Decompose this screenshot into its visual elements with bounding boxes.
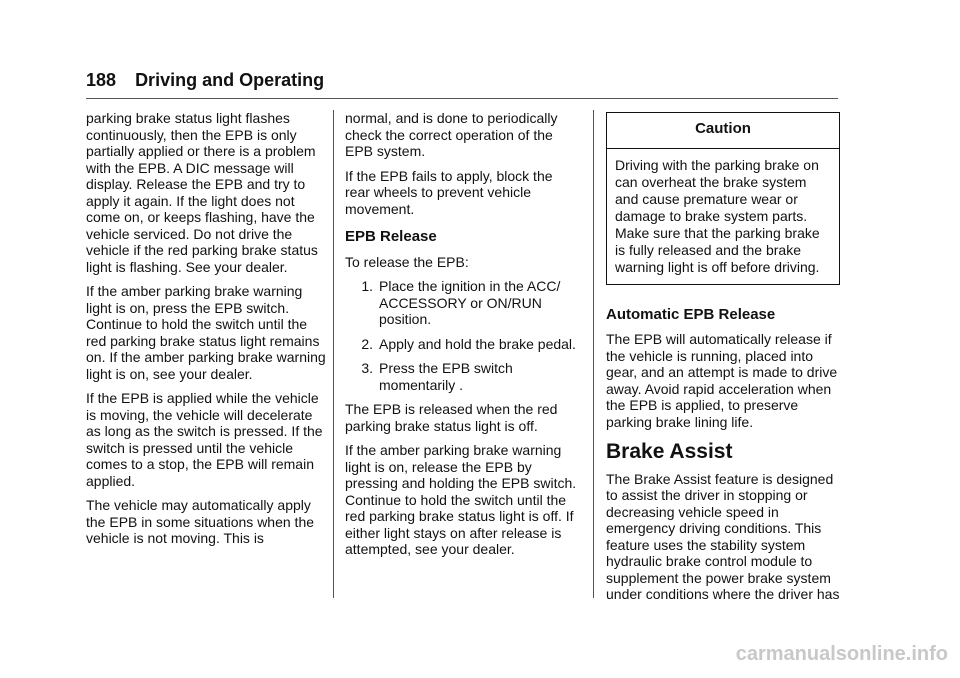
list-item: [345, 336, 577, 353]
column-divider: [333, 110, 334, 598]
page-header: [86, 70, 324, 91]
caution-title: Caution: [607, 113, 839, 149]
automatic-epb-release-heading: Automatic EPB Release: [606, 305, 776, 323]
column-divider: [593, 110, 594, 598]
paragraph: To release the EPB:: [345, 253, 469, 270]
step-text: Place the ignition in the ACC/ ACCESSORY or ON/RUN position.: [379, 278, 561, 327]
paragraph: normal, and is done to periodically check the correct operation of the EPB system.: [345, 110, 558, 159]
column-3: [606, 110, 840, 611]
paragraph: The EPB is released when the red parking brake status light is off.: [345, 401, 558, 434]
list-item: [345, 360, 577, 393]
paragraph: If the amber parking brake warning light is on, release the EPB by pressing and holding the EPB switch. Continue to hold the switch until the red parking brake status light is off. If either light stays on after release is attempted, see your dealer.: [345, 442, 577, 557]
paragraph: If the amber parking brake warning light is on, press the EPB switch. Continue to hold the switch until the red parking brake status light remains on. If the amber parking brake warning light is on, see your dealer.: [86, 283, 326, 382]
step-text: Apply and hold the brake pedal.: [379, 335, 576, 352]
section-title: Driving and Operating: [135, 70, 325, 90]
header-rule: [86, 98, 838, 99]
step-number: 1.: [361, 278, 373, 294]
paragraph: The vehicle may automatically apply the EPB in some situations when the vehicle is not moving. This is: [86, 497, 315, 546]
caution-text: Driving with the parking brake on can overheat the brake system and cause premature wear or damage to brake system parts. Make sure that the parking brake is fully released and the brake warning light is off before driving.: [615, 156, 820, 275]
step-number: 3.: [361, 360, 373, 376]
column-1: [86, 110, 326, 555]
list-item: [345, 278, 577, 328]
brake-assist-heading: Brake Assist: [606, 440, 733, 463]
watermark: carmanualsonline.info: [735, 643, 948, 665]
column-2: [345, 110, 577, 566]
paragraph: parking brake status light flashes continuously, then the EPB is only partially applied or there is a problem with the EPB. A DIC message will display. Release the EPB and try to apply it again. If the light does not come on, or keeps flashing, have the vehicle serviced. Do not drive the vehicle if the red parking brake status light is flashing. See your dealer.: [86, 110, 318, 275]
step-text: Press the EPB switch momentarily .: [379, 360, 513, 393]
release-steps: [345, 278, 577, 393]
caution-box: [606, 112, 840, 285]
paragraph: If the EPB fails to apply, block the rear wheels to prevent vehicle movement.: [345, 167, 553, 217]
paragraph: If the EPB is applied while the vehicle is moving, the vehicle will decelerate as long as the switch is pressed. If the switch is pressed until the vehicle comes to a stop, the EPB will remain applied.: [86, 390, 323, 489]
step-number: 2.: [361, 335, 373, 352]
epb-release-heading: EPB Release: [345, 228, 437, 245]
page-number: 188: [86, 70, 117, 90]
paragraph: The Brake Assist feature is designed to assist the driver in stopping or decreasing vehicle speed in emergency driving conditions. This feature uses the stability system hydraulic brake control module to supplement the power brake system under conditions where the driver has: [606, 470, 840, 602]
paragraph: The EPB will automatically release if the vehicle is running, placed into gear, and an attempt is made to drive away. Avoid rapid acceleration when the EPB is applied, to preserve parking brake lining life.: [606, 331, 838, 430]
